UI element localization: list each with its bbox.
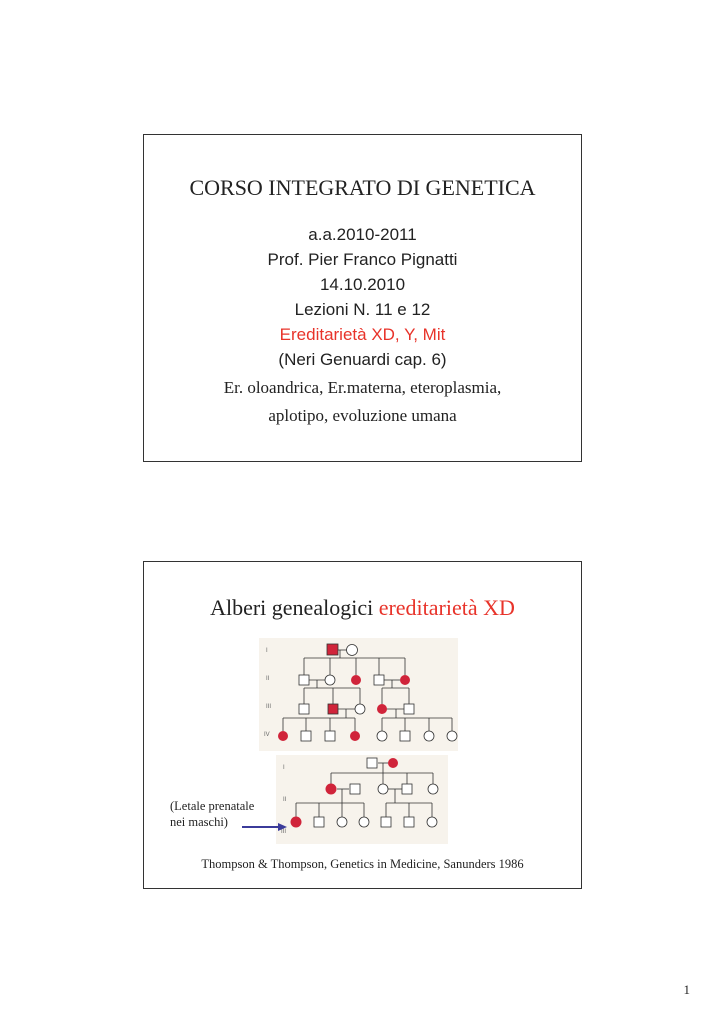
professor-name: Prof. Pier Franco Pignatti — [267, 250, 458, 269]
affected-female — [350, 731, 360, 741]
pedigree-1-svg — [259, 638, 458, 751]
course-title: CORSO INTEGRATO DI GENETICA — [189, 175, 536, 200]
slide-title — [144, 595, 581, 621]
unaffected-male — [299, 704, 309, 714]
slide-title-red: ereditarietà XD — [378, 595, 515, 620]
unaffected-male — [400, 731, 410, 741]
unaffected-female — [325, 675, 335, 685]
unaffected-female — [447, 731, 457, 741]
unaffected-male — [381, 817, 391, 827]
gen-label: IV — [264, 732, 270, 738]
keywords-line-2: aplotipo, evoluzione umana — [268, 406, 457, 425]
unaffected-male — [367, 758, 377, 768]
affected-female — [278, 731, 288, 741]
unaffected-female — [424, 731, 434, 741]
affected-female — [377, 704, 387, 714]
unaffected-female — [337, 817, 347, 827]
unaffected-female — [428, 784, 438, 794]
textbook-reference: (Neri Genuardi cap. 6) — [278, 350, 447, 369]
gen-label: III — [266, 704, 272, 710]
gen-label: I — [266, 648, 268, 654]
unaffected-female — [355, 704, 365, 714]
unaffected-male — [402, 784, 412, 794]
pedigree-figure-2 — [276, 755, 448, 844]
pedigree-slide — [143, 561, 582, 889]
gen-label: II — [283, 797, 287, 803]
affected-female — [400, 675, 410, 685]
affected-male — [327, 644, 338, 655]
gen-label: I — [283, 765, 285, 771]
lecture-date: 14.10.2010 — [319, 275, 406, 294]
unaffected-male — [404, 817, 414, 827]
keywords-line-1: Er. oloandrica, Er.materna, eteroplasmia, — [223, 378, 502, 397]
unaffected-male — [301, 731, 311, 741]
unaffected-male — [314, 817, 324, 827]
unaffected-female — [378, 784, 388, 794]
affected-female — [351, 675, 361, 685]
unaffected-female — [427, 817, 437, 827]
lesson-numbers: Lezioni N. 11 e 12 — [294, 300, 431, 319]
gen-label: III — [281, 829, 287, 835]
unaffected-female — [359, 817, 369, 827]
unaffected-male — [350, 784, 360, 794]
lesson-topic: Ereditarietà XD, Y, Mit — [279, 325, 446, 344]
note-line-2: nei maschi) — [170, 815, 228, 829]
affected-male — [328, 704, 338, 714]
page-number: 1 — [683, 982, 690, 997]
affected-female — [388, 758, 398, 768]
affected-female — [291, 817, 302, 828]
unaffected-female — [377, 731, 387, 741]
arrow-icon — [242, 822, 288, 832]
note-line-1: (Letale prenatale — [170, 799, 255, 813]
slide-title-black: Alberi genealogici — [210, 595, 374, 620]
unaffected-male — [404, 704, 414, 714]
gen-label: II — [266, 676, 270, 682]
academic-year: a.a.2010-2011 — [308, 225, 417, 244]
pedigree-figure-1 — [259, 638, 458, 751]
unaffected-male — [374, 675, 384, 685]
pedigree-2-svg — [276, 755, 448, 844]
unaffected-male — [299, 675, 309, 685]
unaffected-female — [347, 645, 358, 656]
citation: Thompson & Thompson, Genetics in Medicine, Sanunders 1986 — [201, 857, 524, 871]
affected-female — [326, 784, 337, 795]
unaffected-male — [325, 731, 335, 741]
title-slide — [143, 134, 582, 462]
